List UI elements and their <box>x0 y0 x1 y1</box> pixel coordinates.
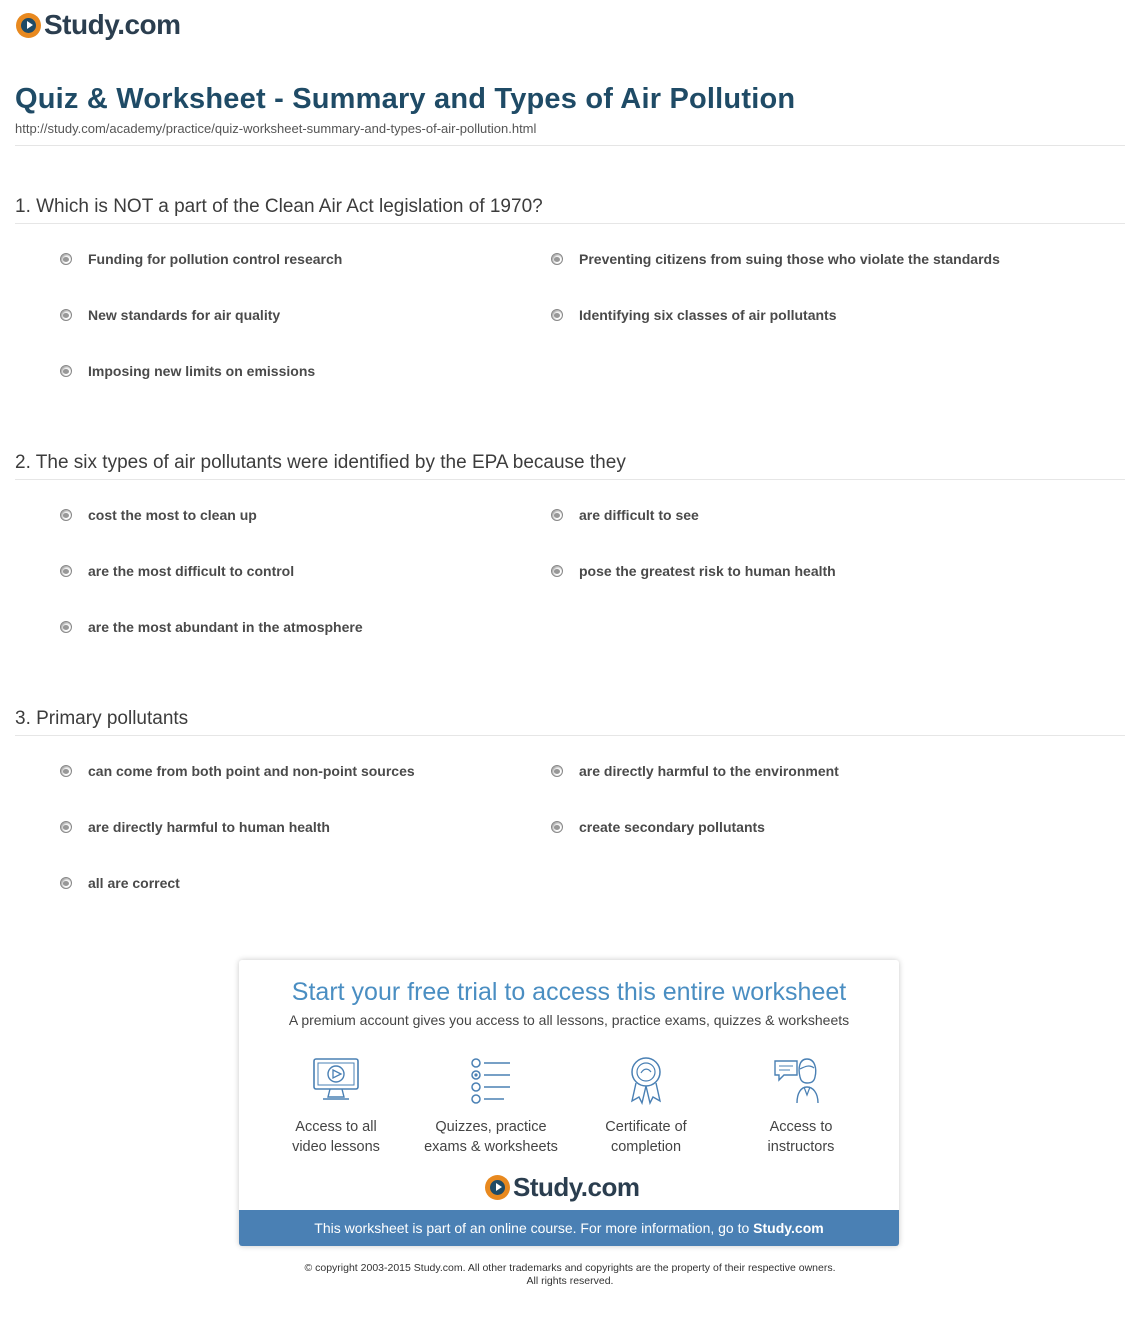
radio-button[interactable] <box>60 509 72 521</box>
answer-label: pose the greatest risk to human health <box>579 563 836 579</box>
radio-button[interactable] <box>60 253 72 265</box>
answer-option[interactable] <box>551 562 836 580</box>
radio-button[interactable] <box>60 309 72 321</box>
feature-label-line1: Access to all <box>295 1119 377 1135</box>
answer-label: Funding for pollution control research <box>88 251 343 267</box>
course-info-bar <box>239 1210 899 1246</box>
answer-option[interactable] <box>60 562 294 580</box>
radio-button[interactable] <box>60 821 72 833</box>
free-trial-promo <box>239 960 899 1246</box>
question-text: 3. Primary pollutants <box>15 708 1125 736</box>
feature-video-lessons <box>256 1055 416 1157</box>
feature-label-line2: instructors <box>767 1139 835 1155</box>
feature-label-line2: completion <box>610 1139 682 1155</box>
radio-button[interactable] <box>60 565 72 577</box>
question-2 <box>15 452 1125 635</box>
answer-option[interactable] <box>551 818 765 836</box>
answer-label: Identifying six classes of air pollutants <box>579 307 837 323</box>
answer-label: Imposing new limits on emissions <box>88 363 316 379</box>
radio-button[interactable] <box>551 509 563 521</box>
answer-label: are difficult to see <box>579 507 699 523</box>
copyright <box>0 1262 1140 1288</box>
logo-text: Study.com <box>513 1172 640 1202</box>
certificate-icon <box>621 1055 671 1105</box>
feature-label-line2: exams & worksheets <box>424 1139 558 1155</box>
answer-option[interactable] <box>551 762 839 780</box>
answer-option[interactable] <box>60 506 257 524</box>
radio-button[interactable] <box>60 765 72 777</box>
quiz-list-icon <box>466 1055 516 1105</box>
radio-button[interactable] <box>551 565 563 577</box>
answer-label: Preventing citizens from suing those who violate the standards <box>579 251 1000 267</box>
answer-label: can come from both point and non-point sources <box>88 763 415 779</box>
feature-label-line1: Quizzes, practice <box>435 1119 547 1135</box>
question-1 <box>15 196 1125 379</box>
radio-button[interactable] <box>60 877 72 889</box>
question-text: 2. The six types of air pollutants were identified by the EPA because they <box>15 452 1125 480</box>
answer-option[interactable] <box>60 250 342 268</box>
question-3 <box>15 708 1125 891</box>
radio-button[interactable] <box>551 309 563 321</box>
copyright-line2: All rights reserved. <box>526 1275 614 1287</box>
feature-quizzes <box>411 1055 571 1157</box>
radio-button[interactable] <box>551 765 563 777</box>
study-link[interactable]: Study.com <box>753 1220 824 1236</box>
play-logo-icon <box>16 13 41 38</box>
answer-option[interactable] <box>60 762 415 780</box>
video-lesson-icon <box>311 1055 361 1105</box>
feature-label-line1: Access to <box>769 1119 833 1135</box>
feature-label-line1: Certificate of <box>605 1119 687 1135</box>
answer-label: are directly harmful to human health <box>88 819 330 835</box>
page-title: Quiz & Worksheet - Summary and Types of Air Pollution <box>15 83 796 115</box>
promo-subtitle: A premium account gives you access to all lessons, practice exams, quizzes & worksheets <box>288 1012 850 1028</box>
answer-label: New standards for air quality <box>88 307 281 323</box>
answer-label: create secondary pollutants <box>579 819 765 835</box>
answer-label: are directly harmful to the environment <box>579 763 839 779</box>
answer-option[interactable] <box>60 874 180 892</box>
promo-title[interactable]: Start your free trial to access this entire worksheet <box>291 978 847 1006</box>
answer-option[interactable] <box>551 250 1000 268</box>
answer-option[interactable] <box>60 818 330 836</box>
radio-button[interactable] <box>60 621 72 633</box>
answer-label: cost the most to clean up <box>88 507 257 523</box>
question-text: 1. Which is NOT a part of the Clean Air Act legislation of 1970? <box>15 196 1125 224</box>
answer-option[interactable] <box>60 618 363 636</box>
divider <box>15 145 1125 146</box>
answer-option[interactable] <box>60 306 280 324</box>
instructor-icon <box>771 1055 831 1105</box>
answer-option[interactable] <box>551 506 699 524</box>
answer-option[interactable] <box>551 306 837 324</box>
radio-button[interactable] <box>60 365 72 377</box>
answer-label: are the most difficult to control <box>88 563 295 579</box>
copyright-line1: © copyright 2003-2015 Study.com. All other trademarks and copyrights are the property of their respective owners. <box>304 1262 836 1274</box>
answer-label: all are correct <box>88 875 180 891</box>
promo-logo[interactable] <box>485 1172 639 1202</box>
feature-label-line2: video lessons <box>292 1139 380 1155</box>
radio-button[interactable] <box>551 821 563 833</box>
course-info-text: This worksheet is part of an online course. For more information, go to <box>314 1220 754 1236</box>
answer-option[interactable] <box>60 362 315 380</box>
feature-instructors <box>721 1055 881 1157</box>
answer-label: are the most abundant in the atmosphere <box>88 619 363 635</box>
site-logo[interactable] <box>16 10 181 40</box>
play-logo-icon <box>485 1175 510 1200</box>
logo-text: Study.com <box>44 9 181 40</box>
feature-certificate <box>566 1055 726 1157</box>
page-url: http://study.com/academy/practice/quiz-worksheet-summary-and-types-of-air-pollution.html <box>15 121 537 136</box>
radio-button[interactable] <box>551 253 563 265</box>
